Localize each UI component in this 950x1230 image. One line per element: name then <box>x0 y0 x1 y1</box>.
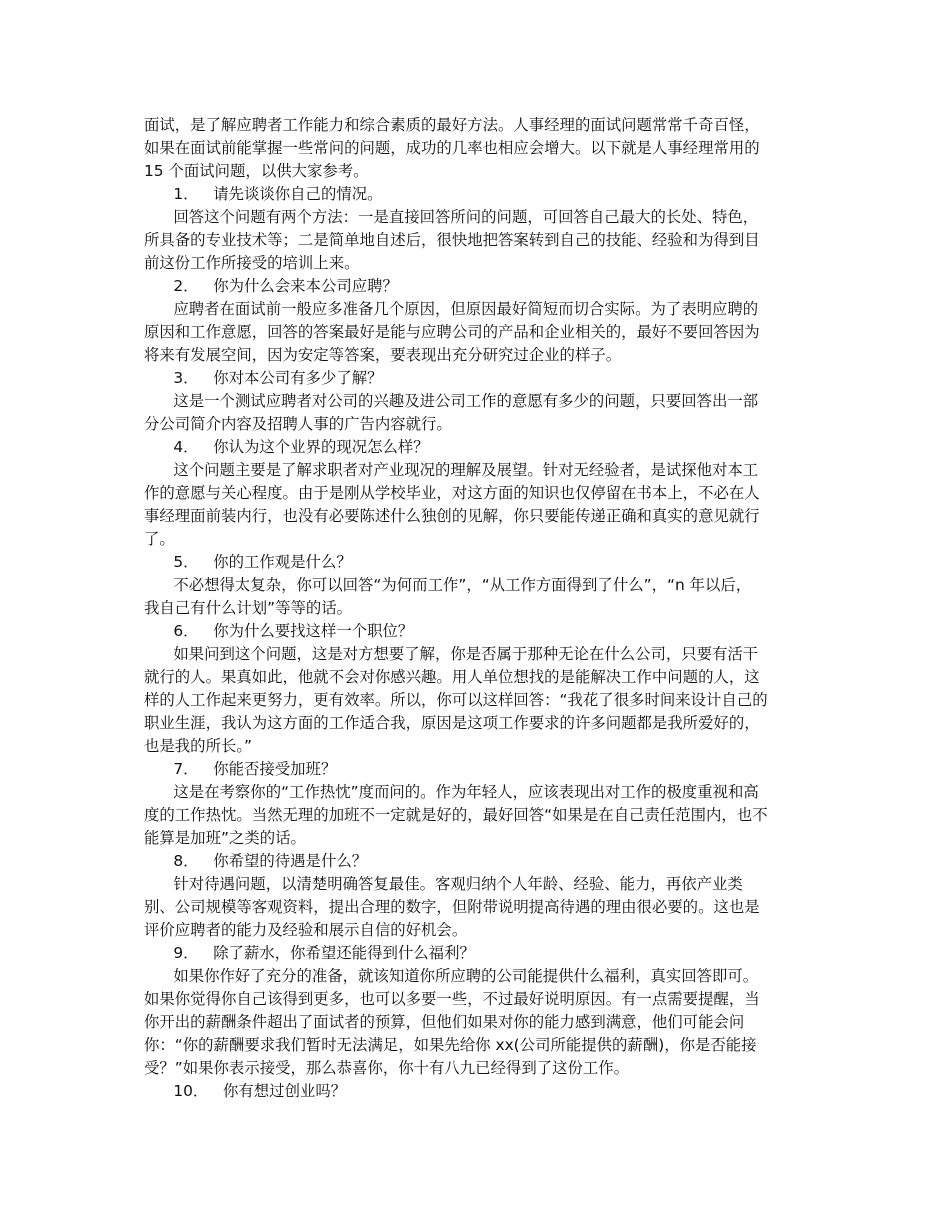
text-line: 也是我的所长。” <box>144 737 253 755</box>
text-line: 4． 你认为这个业界的现况怎么样？ <box>144 438 429 456</box>
text-line: 评价应聘者的能力及经验和展示自信的好机会。 <box>144 921 468 939</box>
text-line: 能算是加班”之类的话。 <box>144 829 306 847</box>
text-line: 如果在面试前能掌握一些常问的问题，成功的几率也相应会增大。以下就是人事经理常用的 <box>144 139 760 157</box>
text-line: 5． 你的工作观是什么？ <box>144 553 352 571</box>
text-line: 这是在考察你的“工作热忱”度而问的。作为年轻人，应该表现出对工作的极度重视和高 <box>144 783 759 801</box>
text-line: 2． 你为什么会来本公司应聘？ <box>144 277 398 295</box>
text-line: 受？”如果你表示接受，那么恭喜你，你十有八九已经得到了这份工作。 <box>144 1059 630 1077</box>
text-line: 10． 你有想过创业吗？ <box>144 1082 347 1100</box>
text-line: 分公司简介内容及招聘人事的广告内容就行。 <box>144 415 452 433</box>
text-line: 这个问题主要是了解求职者对产业现况的理解及展望。针对无经验者，是试探他对本工 <box>144 461 759 479</box>
text-line: 应聘者在面试前一般应多准备几个原因，但原因最好简短而切合实际。为了表明应聘的 <box>144 300 759 318</box>
text-line: 你：“你的薪酬要求我们暂时无法满足，如果先给你 xx(公司所能提供的薪酬)，你是否能接 <box>144 1036 757 1054</box>
text-line: 如果你觉得你自己该得到更多，也可以多要一些，不过最好说明原因。有一点需要提醒，当 <box>144 990 760 1008</box>
text-line: 你开出的薪酬条件超出了面试者的预算，但他们如果对你的能力感到满意，他们可能会问 <box>144 1013 745 1031</box>
text-line: 职业生涯，我认为这方面的工作适合我，原因是这项工作要求的许多问题都是我所爱好的， <box>144 714 760 732</box>
text-line: 了。 <box>144 530 175 548</box>
text-line: 回答这个问题有两个方法：一是直接回答所问的问题，可回答自己最大的长处、特色， <box>144 208 759 226</box>
text-line: 6． 你为什么要找这样一个职位？ <box>144 622 414 640</box>
text-line: 作的意愿与关心程度。由于是刚从学校毕业，对这方面的知识也仅停留在书本上，不必在人 <box>144 484 760 502</box>
text-line: 这是一个测试应聘者对公司的兴趣及进公司工作的意愿有多少的问题，只要回答出一部 <box>144 392 759 410</box>
text-line: 8． 你希望的待遇是什么？ <box>144 852 368 870</box>
document-body <box>144 114 808 1103</box>
text-line: 度的工作热忱。当然无理的加班不一定就是好的，最好回答“如果是在自己责任范围内，也不 <box>144 806 768 824</box>
text-line: 7． 你能否接受加班？ <box>144 760 337 778</box>
text-line: 所具备的专业技术等；二是简单地自述后，很快地把答案转到自己的技能、经验和为得到目 <box>144 231 760 249</box>
text-line: 如果你作好了充分的准备，就该知道你所应聘的公司能提供什么福利，真实回答即可。 <box>144 967 759 985</box>
text-line: 如果问到这个问题，这是对方想要了解，你是否属于那种无论在什么公司，只要有活干 <box>144 645 759 663</box>
text-line: 面试，是了解应聘者工作能力和综合素质的最好方法。人事经理的面试问题常常千奇百怪， <box>144 116 760 134</box>
text-line: 将来有发展空间，因为安定等答案，要表现出充分研究过企业的样子。 <box>144 346 622 364</box>
text-line: 15 个面试问题，以供大家参考。 <box>144 162 369 180</box>
text-line: 样的人工作起来更努力，更有效率。所以，你可以这样回答：“我花了很多时间来设计自己的 <box>144 691 768 709</box>
text-line: 别、公司规模等客观资料，提出合理的数字，但附带说明提高待遇的理由很必要的。这也是 <box>144 898 760 916</box>
text-line: 1． 请先谈谈你自己的情况。 <box>144 185 383 203</box>
text-line: 3． 你对本公司有多少了解？ <box>144 369 383 387</box>
text-line: 针对待遇问题，以清楚明确答复最佳。客观归纳个人年龄、经验、能力，再依产业类 <box>144 875 743 893</box>
text-line: 不必想得太复杂，你可以回答“为何而工作”，“从工作方面得到了什么”，“n 年以后， <box>144 576 752 594</box>
text-line: 9． 除了薪水，你希望还能得到什么福利？ <box>144 944 475 962</box>
text-line: 前这份工作所接受的培训上来。 <box>144 254 360 272</box>
text-line: 就行的人。果真如此，他就不会对你感兴趣。用人单位想找的是能解决工作中问题的人，这 <box>144 668 760 686</box>
text-line: 事经理面前装内行，也没有必要陈述什么独创的见解，你只要能传递正确和真实的意见就行 <box>144 507 760 525</box>
text-line: 我自己有什么计划”等等的话。 <box>144 599 353 617</box>
text-line: 原因和工作意愿，回答的答案最好是能与应聘公司的产品和企业相关的，最好不要回答因为 <box>144 323 760 341</box>
